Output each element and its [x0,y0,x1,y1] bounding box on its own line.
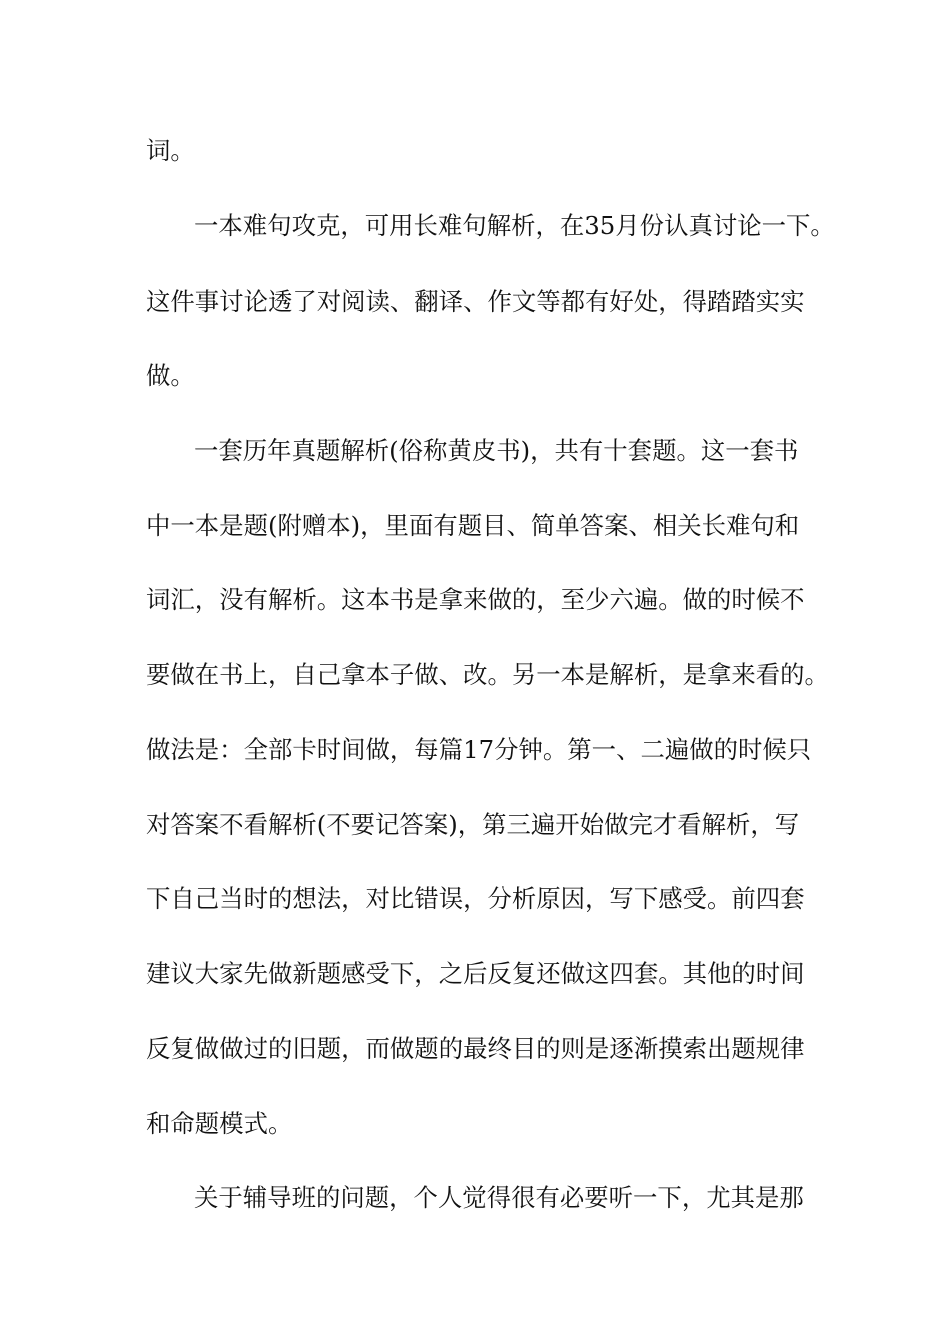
text-line: 对答案不看解析(不要记答案)，第三遍开始做完才看解析，写 [146,810,800,839]
text-line: 这件事讨论透了对阅读、翻译、作文等都有好处，得踏踏实实 [146,287,805,316]
paragraph-start-line: 一套历年真题解析(俗称黄皮书)，共有十套题。这一套书 [194,436,799,465]
text-line: 反复做做过的旧题，而做题的最终目的则是逐渐摸索出题规律 [146,1034,805,1063]
text-line: 中一本是题(附赠本)，里面有题目、简单答案、相关长难句和 [146,511,800,540]
text-line: 建议大家先做新题感受下，之后反复还做这四套。其他的时间 [146,959,805,988]
text-line: 做法是：全部卡时间做，每篇17分钟。第一、二遍做的时候只 [146,735,812,764]
text-line: 要做在书上，自己拿本子做、改。另一本是解析，是拿来看的。 [146,660,829,689]
text-line: 词。 [146,136,195,165]
text-line: 做。 [146,361,195,390]
text-line: 下自己当时的想法，对比错误，分析原因，写下感受。前四套 [146,884,805,913]
paragraph-start-line: 关于辅导班的问题，个人觉得很有必要听一下，尤其是那 [194,1183,804,1212]
text-line: 和命题模式。 [146,1109,293,1138]
text-line: 词汇，没有解析。这本书是拿来做的，至少六遍。做的时候不 [146,585,805,614]
paragraph-start-line: 一本难句攻克，可用长难句解析，在35月份认真讨论一下。 [194,211,835,240]
